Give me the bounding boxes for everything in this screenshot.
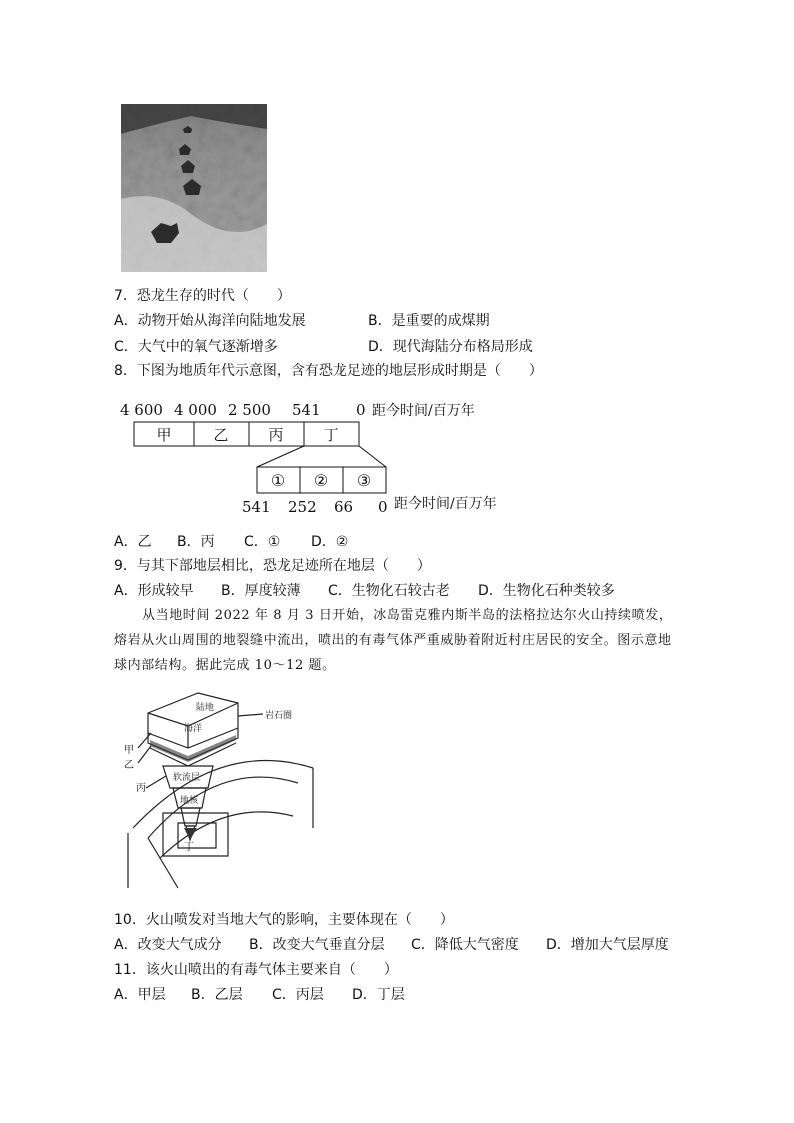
- top-tick-4600: 4 600: [120, 401, 163, 419]
- top-axis-label: 距今时间/百万年: [372, 403, 475, 419]
- question-8-option-c[interactable]: C．①: [244, 534, 281, 550]
- label-yi: 乙: [124, 760, 134, 771]
- top-tick-4000: 4 000: [174, 401, 217, 419]
- question-7-option-b[interactable]: B．是重要的成煤期: [368, 313, 490, 329]
- bottom-tick-0: 0: [378, 498, 388, 516]
- question-9-option-d[interactable]: D．生物化石种类较多: [478, 583, 615, 599]
- question-11-stem: 11．该火山喷出的有毒气体主要来自（ ）: [114, 962, 398, 978]
- era-label-ding: 丁: [323, 426, 339, 444]
- period-label-3: ③: [356, 471, 372, 490]
- question-7-option-c[interactable]: C．大气中的氧气逐渐增多: [114, 339, 278, 355]
- question-9-option-a[interactable]: A．形成较早: [114, 583, 194, 599]
- bottom-tick-66: 66: [334, 498, 354, 516]
- question-11-option-b[interactable]: B．乙层: [191, 987, 243, 1003]
- geologic-time-diagram: [114, 395, 534, 520]
- question-11-option-c[interactable]: C．丙层: [272, 987, 324, 1003]
- top-tick-541: 541: [292, 401, 321, 419]
- layer-text-ocean: 海洋: [184, 724, 203, 734]
- reading-passage: 从当地时间 2022 年 8 月 3 日开始，冰岛雷克雅内斯半岛的法格拉达尔火山持续喷发，熔岩从火山周围的地裂缝中流出，喷出的有毒气体严重威胁着附近村庄居民的安全。图示意地球内部结构。据此完成 10～12 题。: [114, 608, 673, 673]
- layer-text-asthenosphere: 软流层: [173, 773, 201, 783]
- earth-interior-diagram: [118, 688, 318, 893]
- question-9-option-b[interactable]: B．厚度较薄: [221, 583, 301, 599]
- question-7-stem: 7．恐龙生存的时代（ ）: [114, 288, 291, 304]
- bottom-axis-label: 距今时间/百万年: [394, 496, 497, 512]
- label-jia: 甲: [124, 745, 134, 756]
- question-9-option-c[interactable]: C．生物化石较古老: [328, 583, 450, 599]
- question-10-stem: 10．火山喷发对当地大气的影响，主要体现在（ ）: [114, 912, 454, 928]
- question-8-option-d[interactable]: D．②: [311, 534, 349, 550]
- question-7-option-a[interactable]: A．动物开始从海洋向陆地发展: [114, 313, 306, 329]
- label-ding: 丁: [184, 842, 194, 853]
- bottom-tick-541: 541: [242, 498, 271, 516]
- era-label-yi: 乙: [213, 426, 229, 444]
- era-label-jia: 甲: [156, 426, 172, 444]
- period-label-2: ②: [313, 471, 329, 490]
- question-11-option-a[interactable]: A．甲层: [114, 987, 166, 1003]
- question-10-option-b[interactable]: B．改变大气垂直分层: [249, 937, 385, 953]
- top-tick-2500: 2 500: [228, 401, 271, 419]
- era-label-bing: 丙: [268, 426, 284, 444]
- annotation-lithosphere: 岩石圈: [265, 711, 293, 721]
- top-tick-0: 0: [356, 401, 366, 419]
- question-9-stem: 9．与其下部地层相比，恐龙足迹所在地层（ ）: [114, 558, 431, 574]
- question-8-option-b[interactable]: B．丙: [177, 534, 215, 550]
- label-bing: 丙: [136, 783, 146, 794]
- question-10-option-d[interactable]: D．增加大气层厚度: [546, 937, 669, 953]
- question-7-option-d[interactable]: D．现代海陆分布格局形成: [368, 339, 533, 355]
- question-10-option-a[interactable]: A．改变大气成分: [114, 937, 222, 953]
- question-11-option-d[interactable]: D．丁层: [352, 987, 405, 1003]
- question-8-stem: 8．下图为地质年代示意图，含有恐龙足迹的地层形成时期是（ ）: [114, 363, 543, 379]
- layer-text-land: 陆地: [196, 703, 215, 713]
- question-10-option-c[interactable]: C．降低大气密度: [411, 937, 519, 953]
- bottom-tick-252: 252: [288, 498, 317, 516]
- dinosaur-footprint-photo: [121, 104, 267, 272]
- period-label-1: ①: [270, 471, 286, 490]
- question-8-option-a[interactable]: A．乙: [114, 534, 152, 550]
- layer-text-core: 地核: [180, 796, 199, 806]
